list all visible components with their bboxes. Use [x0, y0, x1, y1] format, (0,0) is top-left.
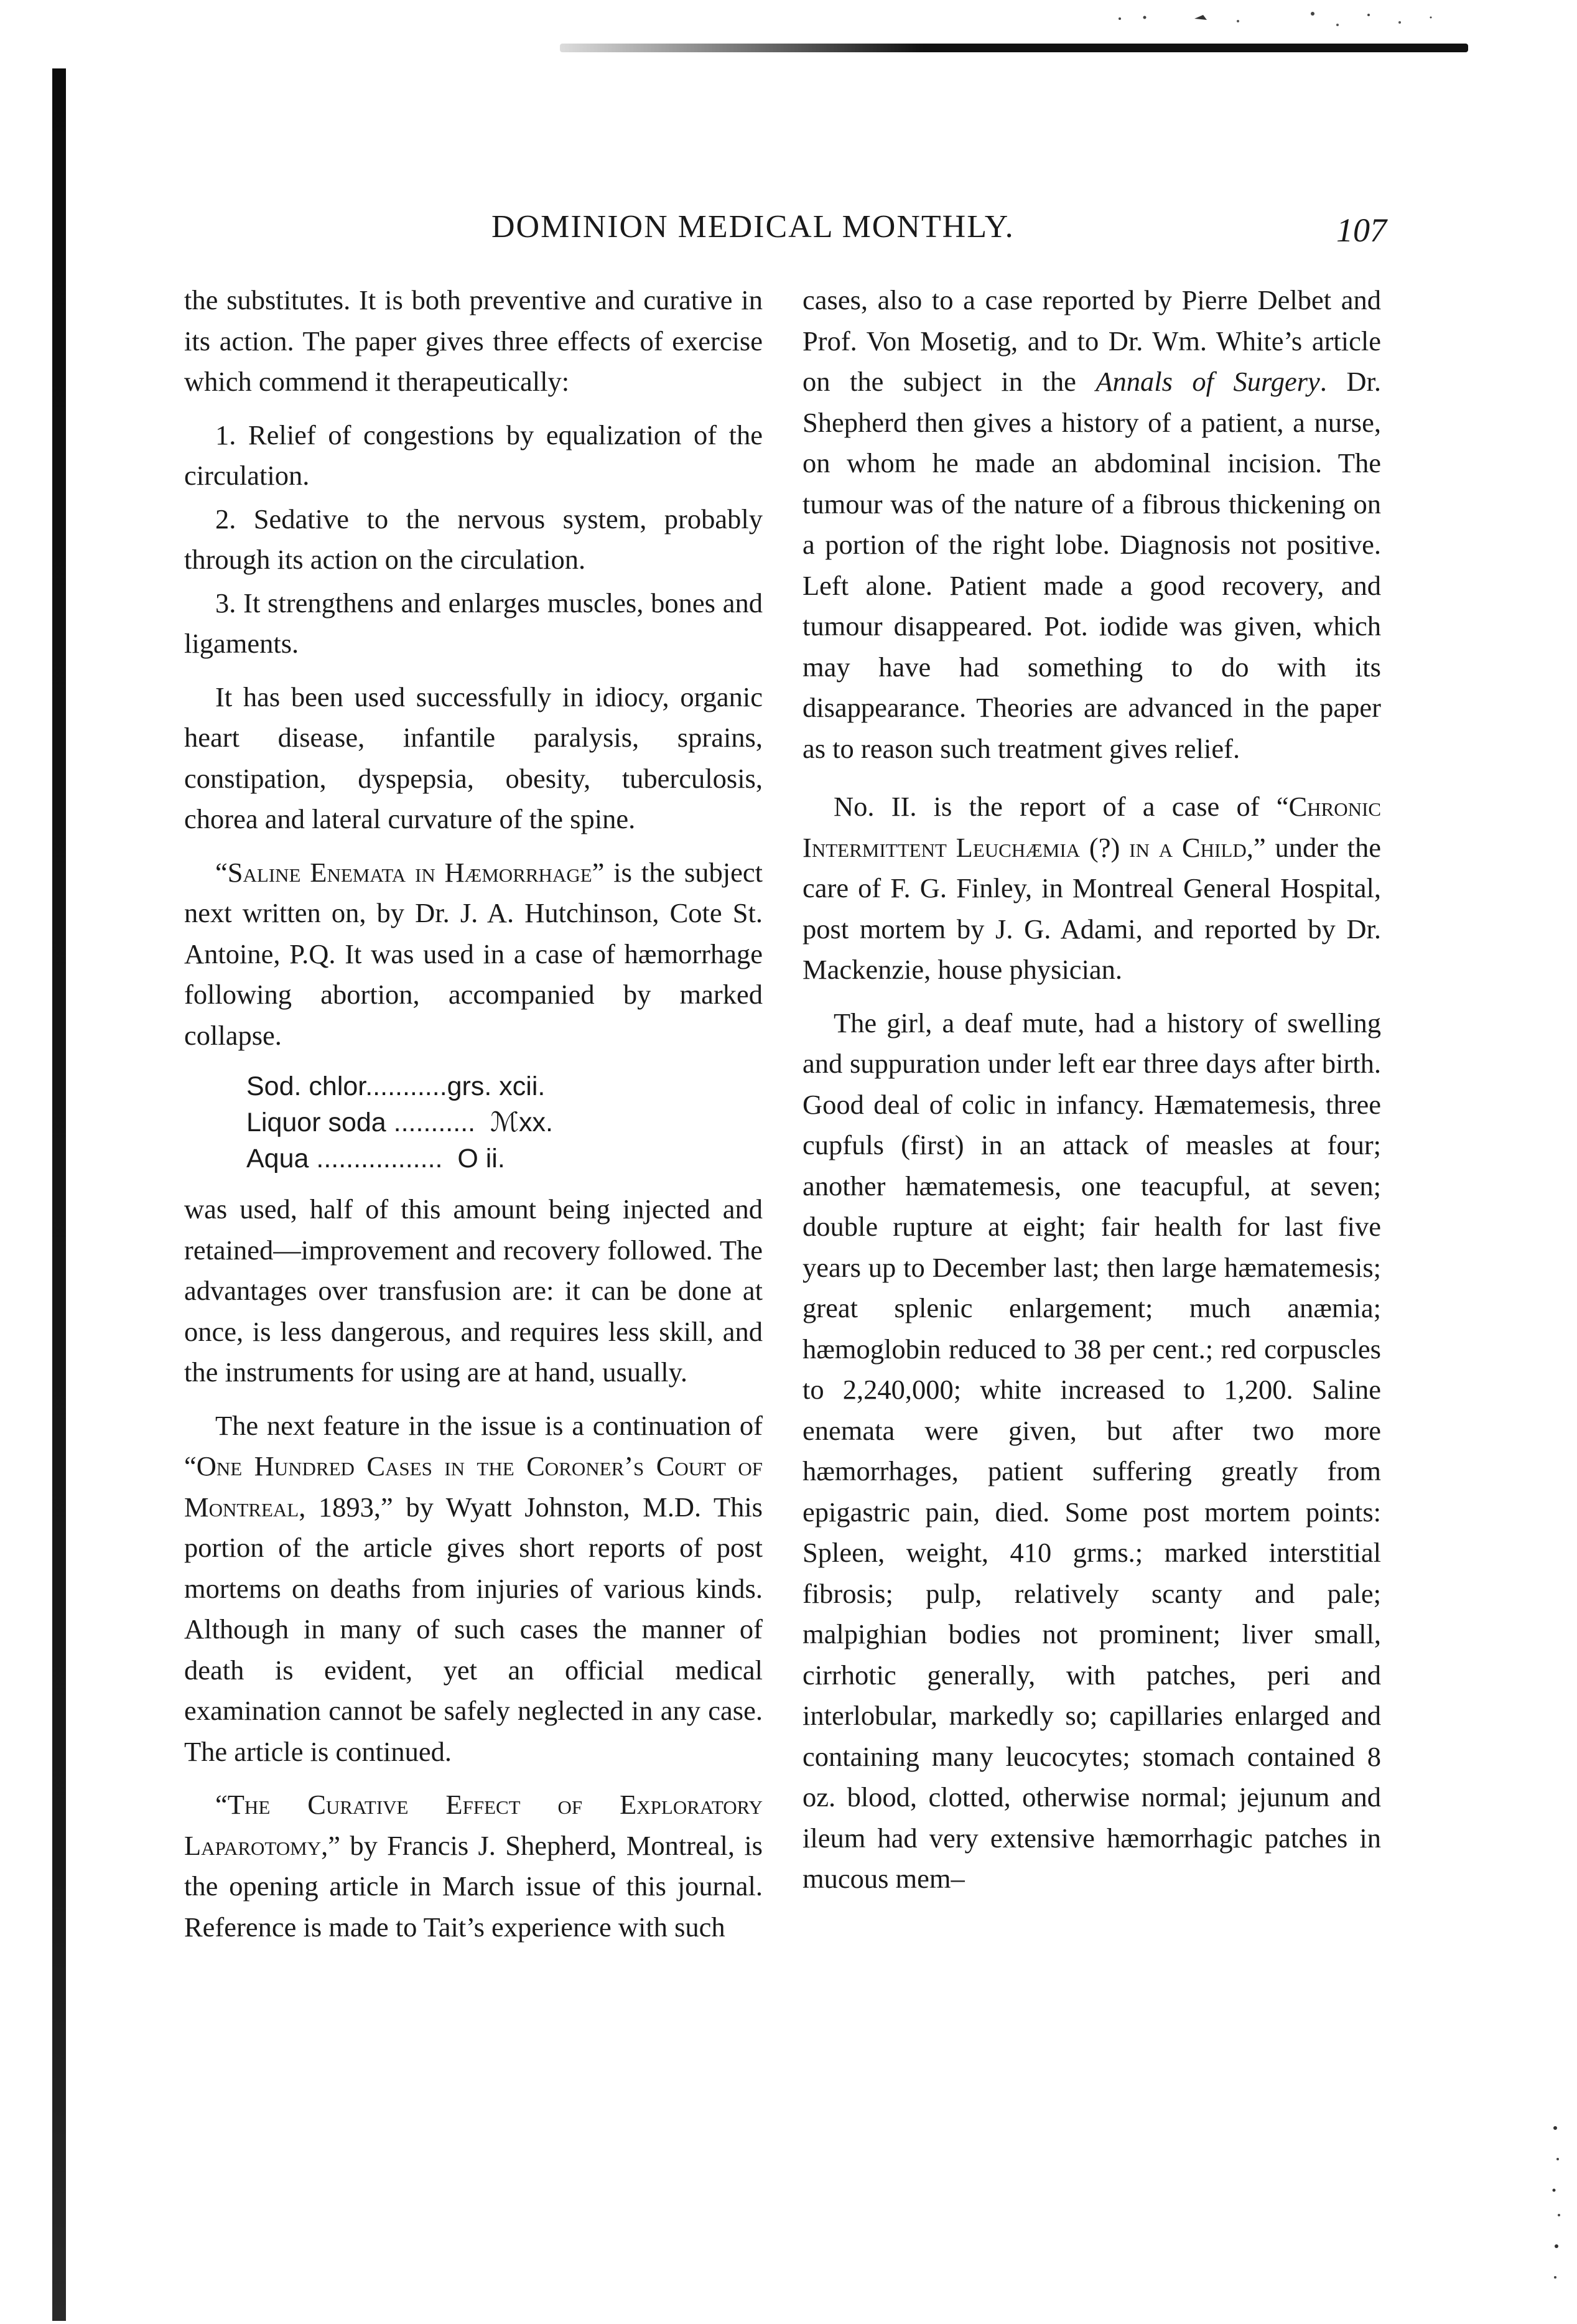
paragraph-text: No. II. is the report of a case of	[834, 791, 1277, 822]
article-title: “One Hundred Cases in the Coroner’s Court of Montreal, 1893,”	[184, 1450, 763, 1523]
paragraph	[802, 786, 1381, 991]
paragraph	[184, 1785, 763, 1948]
top-border-rule	[560, 44, 1468, 52]
paragraph-text: The next feature in the issue is a continuation of	[215, 1409, 763, 1441]
left-column	[184, 280, 763, 1960]
paragraph: the substitutes. It is both preventive and curative in its action. The paper gives three effects of exercise which commend it therapeutically:	[184, 284, 763, 397]
page-number: 107	[1336, 212, 1387, 249]
prescription-line: Sod. chlor...........grs. xcii.	[246, 1071, 546, 1101]
top-edge-specks	[1107, 6, 1481, 37]
article-title: “Chronic Intermittent Leuchæmia (?) in a Child,”	[802, 791, 1381, 863]
paragraph	[184, 1406, 763, 1773]
article-title: “The Curative Effect of Exploratory Laparotomy,”	[184, 1789, 763, 1861]
prescription-line: Liquor soda ........... ℳxx.	[246, 1108, 553, 1137]
paragraph	[802, 280, 1381, 769]
scan-binding-edge	[52, 68, 66, 2321]
journal-name: Annals of Surgery	[1096, 366, 1320, 397]
prescription-line: Aqua ................. O ii.	[246, 1144, 505, 1174]
right-column	[802, 280, 1381, 1912]
running-head	[184, 208, 1397, 252]
paragraph-text: . Dr. Shepherd then gives a history of a patient, a nurse, on whom he made an abdominal incision. The tumour was of the nature of a fibrous thickening on a portion of the right lobe. Diagnosis not positive. Left alone. Patient made a good recovery, and tumour disappeared. Pot. iodide was given, which may have had something to do with its disappearance. Theories are advanced in the paper as to reason such treatment gives relief.	[802, 366, 1382, 764]
paragraph-text: is the subject next written on, by Dr. J. A. Hutchinson, Cote St. Antoine, P.Q. It was used in a case of hæmorrhage following abortion, accompanied by marked collapse.	[184, 856, 763, 1051]
paragraph-text: by Wyatt Johnston, M.D. This portion of the article gives short reports of post mortems on deaths from injuries of various kinds. Although in many of such cases the manner of death is evident, yet an official medical examination cannot be safely neglected in any case. The article is continued.	[184, 1491, 763, 1767]
list-item: 2. Sedative to the nervous system, probably through its action on the circulation.	[184, 503, 763, 575]
paragraph-text: cases, also to a case reported by Pierre Delbet and Prof. Von Mosetig, and to Dr. Wm. White’s article on the subject in the	[802, 284, 1381, 397]
paragraph-text: under the care of F. G. Finley, in Montreal General Hospital, post mortem by J. G. Adami, and reported by Dr. Mackenzie, house physician.	[802, 831, 1382, 985]
paragraph: The girl, a deaf mute, had a history of swelling and suppuration under left ear three days after birth. Good deal of colic in infancy. Hæmatemesis, three cupfuls (first) in an attack of measles at four; another hæmatemesis, one teacupful, at seven; double rupture at eight; fair health for last five years up to December last; then large hæmatemesis; great splenic enlargement; much anæmia; hæmoglobin reduced to 38 per cent.; red corpuscles to 2,240,000; white increased to 1,200. Saline enemata were given, but after two more hæmorrhages, patient suffering greatly from epigastric pain, died. Some post mortem points: Spleen, weight, 410 grms.; marked interstitial fibrosis; pulp, relatively scanty and pale; malpighian bodies not prominent; liver small, cirrhotic generally, with patches, peri and interlobular, markedly so; capillaries enlarged and containing many leucocytes; stomach contained 8 oz. blood, clotted, otherwise normal; jejunum and ileum had very extensive hæmorrhagic patches in mucous mem–	[802, 1007, 1381, 1894]
journal-title: DOMINION MEDICAL MONTHLY.	[491, 209, 1015, 245]
article-title: “Saline Enemata in Hæmorrhage”	[215, 856, 605, 888]
list-item: 3. It strengthens and enlarges muscles, bones and ligaments.	[184, 587, 763, 659]
paragraph: It has been used successfully in idiocy, organic heart disease, infantile paralysis, sprains, constipation, dyspepsia, obesity, tuberculosis, chorea and lateral curvature of the spine.	[184, 681, 763, 834]
paragraph: was used, half of this amount being injected and retained—improvement and recovery followed. The advantages over transfusion are: it can be done at once, is less dangerous, and requires less skill, and the instruments for using are at hand, usually.	[184, 1193, 763, 1388]
margin-specks	[1549, 2122, 1568, 2290]
paragraph	[184, 852, 763, 1057]
list-item: 1. Relief of congestions by equalization of the circulation.	[184, 419, 763, 491]
prescription	[246, 1068, 763, 1177]
paragraph-text: by Francis J. Shepherd, Montreal, is the opening article in March issue of this journal. Reference is made to Tait’s experience with such	[184, 1829, 763, 1943]
